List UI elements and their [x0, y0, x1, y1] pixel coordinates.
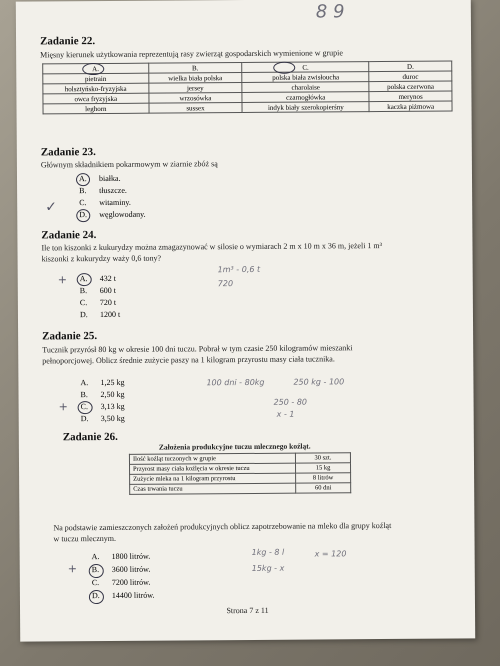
- z23-option-c: [79, 197, 131, 209]
- option-letter: D.: [91, 591, 100, 601]
- table-cell: sussex: [149, 103, 243, 114]
- handwritten-note: 1kg - 8 l: [251, 547, 285, 557]
- option-letter: C.: [79, 198, 87, 208]
- table-cell-value: 30 szt.: [295, 453, 350, 463]
- option-letter: C.: [80, 402, 88, 412]
- z26-question-line2: w tuczu mlecznym.: [53, 533, 116, 544]
- z25-option-a: [80, 377, 124, 389]
- handwritten-note: x - 1: [276, 409, 295, 419]
- table-cell-label: Zużycie mleka na 1 kilogram przyrostu: [130, 473, 296, 484]
- option-text: białka.: [98, 173, 121, 184]
- table-cell: kaczka piżmowa: [369, 101, 452, 112]
- handwritten-note: x = 120: [314, 549, 347, 559]
- z23-option-b: [79, 185, 127, 197]
- handwritten-note: 720: [217, 279, 234, 289]
- z26-option-c: [92, 577, 151, 589]
- z23-title: Zadanie 23.: [40, 146, 96, 159]
- z22-question: Mięsny kierunek użytkowania reprezentują rasy zwierząt gospodarskich wymienione w grupie: [40, 48, 343, 60]
- option-text: węglowodany.: [99, 209, 146, 220]
- option-letter: A.: [79, 274, 88, 284]
- option-letter: C.: [91, 578, 100, 588]
- cross-mark-icon: +: [57, 273, 67, 287]
- answer-circle-z23-a: [76, 173, 90, 186]
- option-letter: C.: [79, 298, 88, 308]
- option-text: 2,50 kg: [100, 389, 125, 400]
- table-cell: czarnogłówka: [242, 92, 369, 103]
- z22-title: Zadanie 22.: [40, 35, 96, 48]
- option-text: 1800 litrów.: [111, 551, 151, 561]
- checkmark-icon: ✓: [45, 199, 57, 216]
- option-text: 1,25 kg: [100, 377, 125, 388]
- table-cell: pietrain: [43, 73, 149, 84]
- z23-question: Głównym składnikiem pokarmowym w ziarnie zbóż są: [40, 159, 218, 170]
- table-cell: indyk biały szerokopierśny: [242, 102, 369, 113]
- table-cell-value: 15 kg: [296, 463, 351, 473]
- z24-option-c: [80, 297, 116, 309]
- answer-circle-z22-a: [82, 63, 104, 75]
- cross-mark-icon: +: [58, 400, 68, 414]
- z25-title: Zadanie 25.: [42, 330, 98, 343]
- z24-question-line2: kiszonki z kukurydzy waży 0,6 tony?: [41, 253, 162, 264]
- z25-option-d: [81, 413, 125, 425]
- table-cell-label: Przyrost masy ciała koźlęcia w okresie tuczu: [130, 463, 296, 474]
- z24-question-line1: Ile ton kiszonki z kukurydzy można zmagazynować w silosie o wymiarach 2 m x 10 m x 36 m, jeżeli 1 m³: [41, 241, 383, 253]
- table-cell: polska czerwona: [369, 81, 452, 92]
- table-cell: leghorn: [43, 103, 149, 114]
- option-letter: B.: [79, 286, 88, 296]
- option-text: 432 t: [99, 273, 116, 284]
- z26-question-line1: Na podstawie zamieszczonych założeń produkcyjnych oblicz zapotrzebowanie na mleko dla grupy koźląt: [53, 520, 392, 533]
- option-text: 3,13 kg: [100, 401, 125, 412]
- z25-question-line1: Tucznik przyrósł 80 kg w okresie 100 dni tuczu. Pobrał w tym czasie 250 kilogramów mieszanki: [42, 343, 353, 355]
- option-text: witaminy.: [99, 197, 131, 208]
- option-text: 7200 litrów.: [111, 577, 151, 587]
- z22-header-c: C.: [242, 62, 369, 73]
- option-text: 3,50 kg: [100, 413, 125, 424]
- option-letter: D.: [80, 414, 89, 424]
- table-cell: merynos: [369, 91, 452, 102]
- handwritten-note: 100 dni - 80kg: [206, 377, 265, 388]
- table-cell: holsztyńsko-fryzyjska: [43, 83, 149, 94]
- z26-title: Zadanie 26.: [62, 430, 118, 444]
- table-cell-value: 8 litrów: [296, 473, 351, 483]
- z24-option-b: [80, 285, 116, 297]
- answer-circle-z26-b: [89, 564, 104, 578]
- handwritten-note: 250 - 80: [273, 397, 308, 407]
- z24-title: Zadanie 24.: [41, 229, 97, 242]
- table-row: [43, 101, 452, 114]
- z22-header-a: A.: [43, 63, 149, 74]
- option-text: 14400 litrów.: [111, 590, 155, 600]
- cross-mark-icon: +: [67, 562, 77, 576]
- option-letter: B.: [80, 390, 88, 400]
- option-letter: A.: [91, 552, 100, 562]
- answer-circle-z24-a: [77, 273, 92, 286]
- answer-circle-z25-c: [78, 401, 93, 414]
- table-cell: polska biała zwisłoucha: [242, 72, 369, 83]
- z26-table-title: Założenia produkcyjne tuczu mlecznego koźląt.: [158, 441, 311, 452]
- table-cell: jersey: [148, 83, 242, 94]
- handwritten-note: 250 kg - 100: [293, 377, 345, 387]
- z25-question-line2: pełnoporcjowej. Oblicz średnie zużycie paszy na 1 kilogram przyrostu masy ciała tucznika.: [42, 354, 335, 366]
- option-letter: D.: [79, 310, 88, 320]
- table-cell-label: Czas trwania tuczu: [130, 483, 296, 494]
- table-cell: wielka biała polska: [148, 73, 242, 84]
- option-letter: A.: [80, 378, 89, 388]
- table-cell: charolaise: [242, 82, 369, 93]
- z24-option-d: [80, 309, 120, 321]
- page-footer: Strona 7 z 11: [226, 605, 269, 616]
- answer-circle-z26-d: [89, 590, 104, 604]
- option-text: 600 t: [99, 285, 117, 296]
- handwritten-corner-note: 8 9: [315, 1, 345, 23]
- exam-page: [16, 0, 475, 642]
- handwritten-note: 1m³ - 0,6 t: [217, 264, 261, 275]
- answer-circle-z23-d: [76, 209, 90, 222]
- option-text: 720 t: [99, 297, 117, 308]
- handwritten-note: 15kg - x: [251, 563, 285, 573]
- table-cell: wrzosówka: [149, 93, 243, 104]
- z26-option-a: [92, 551, 151, 563]
- table-cell-value: 60 dni: [296, 483, 351, 493]
- table-cell: owca fryzyjska: [43, 93, 149, 104]
- option-text: 1200 t: [99, 309, 121, 320]
- table-cell: duroc: [369, 71, 452, 82]
- option-letter: A.: [78, 174, 87, 184]
- table-row: [130, 483, 351, 495]
- z22-header-b: B.: [148, 63, 242, 74]
- option-letter: B.: [91, 565, 100, 575]
- z22-header-d: D.: [369, 61, 452, 72]
- table-cell-label: Ilość koźląt tuczonych w grupie: [129, 453, 295, 464]
- option-letter: B.: [79, 186, 87, 196]
- z25-option-b: [80, 389, 124, 401]
- option-text: tłuszcze.: [99, 185, 127, 196]
- option-letter: D.: [79, 210, 88, 220]
- option-text: 3600 litrów.: [111, 564, 151, 574]
- z26-table: [129, 452, 351, 495]
